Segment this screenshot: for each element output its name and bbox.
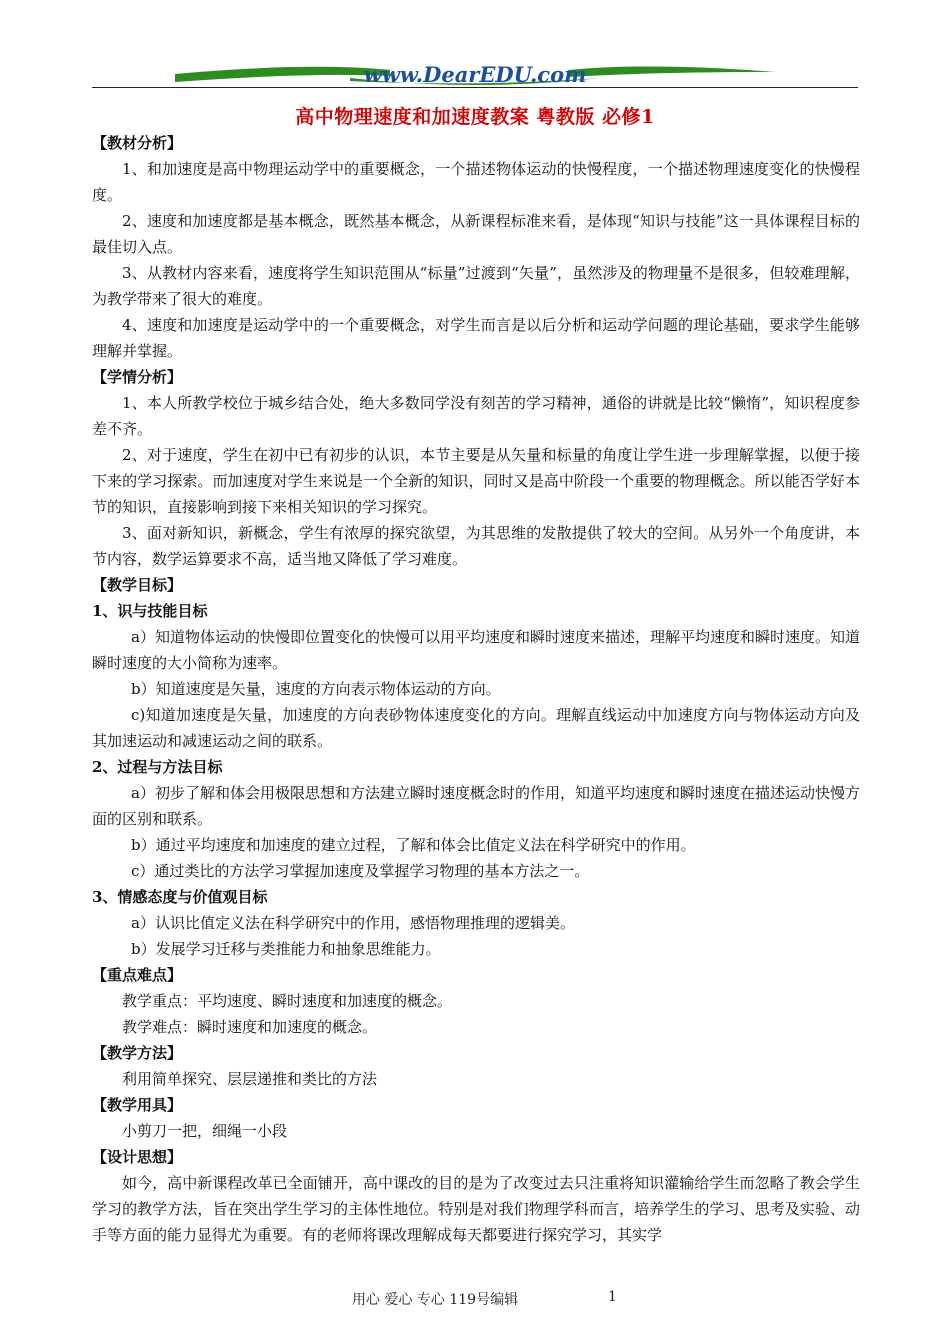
page-number: 1 [608,1289,617,1305]
logo-text: www.DearEDU.com [363,62,587,87]
goal-item: b）通过平均速度和加速度的建立过程，了解和体会比值定义法在科学研究中的作用。 [131,836,696,854]
subheading-process-method: 2、过程与方法目标 [92,758,223,776]
header-rule [92,87,858,88]
goal-item: a）知道物体运动的快慢即位置变化的快慢可以用平均速度和瞬时速度来描述，理解平均速度和瞬时速度。知道瞬时速度的大小简称为速率。 [92,628,860,672]
section-heading-teaching-tools: 【教学用具】 [92,1096,183,1114]
section-heading-teaching-method: 【教学方法】 [92,1044,183,1062]
paragraph: 3、面对新知识，新概念，学生有浓厚的探究欲望，为其思维的发散提供了较大的空间。从另外一个角度讲，本节内容，数学运算要求不高，适当地又降低了学习难度。 [92,524,860,568]
goal-item: c)知道加速度是矢量，加速度的方向表砂物体速度变化的方向。理解直线运动中加速度方向与物体运动方向及其加速运动和减速运动之间的联系。 [92,706,860,750]
section-heading-textbook-analysis: 【教材分析】 [92,134,183,152]
section-heading-design-idea: 【设计思想】 [92,1148,183,1166]
section-heading-teaching-goals: 【教学目标】 [92,576,183,594]
goal-item: b）发展学习迁移与类推能力和抽象思维能力。 [131,940,441,958]
section-heading-key-points: 【重点难点】 [92,966,183,984]
footer-text: 用心 爱心 专心 119号编辑 [352,1292,519,1308]
paragraph: 教学难点：瞬时速度和加速度的概念。 [122,1018,378,1036]
subheading-knowledge-skills: 1、识与技能目标 [92,602,208,620]
document-body [92,130,860,1248]
goal-item: b）知道速度是矢量，速度的方向表示物体运动的方向。 [131,680,501,698]
paragraph: 1、本人所教学校位于城乡结合处，绝大多数同学没有刻苦的学习精神，通俗的讲就是比较“懒惰”，知识程度参差不齐。 [92,394,860,438]
paragraph: 1、和加速度是高中物理运动学中的重要概念，一个描述物体运动的快慢程度，一个描述物理速度变化的快慢程度。 [92,160,860,204]
section-heading-student-analysis: 【学情分析】 [92,368,183,386]
paragraph: 4、速度和加速度是运动学中的一个重要概念，对学生而言是以后分析和运动学问题的理论基础，要求学生能够理解并掌握。 [92,316,860,360]
paragraph: 教学重点：平均速度、瞬时速度和加速度的概念。 [122,992,453,1010]
goal-item: a）初步了解和体会用极限思想和方法建立瞬时速度概念时的作用，知道平均速度和瞬时速度在描述运动快慢方面的区别和联系。 [92,784,860,828]
goal-item: c）通过类比的方法学习掌握加速度及掌握学习物理的基本方法之一。 [131,862,590,880]
dearedu-logo [170,60,780,94]
paragraph: 小剪刀一把，细绳一小段 [122,1122,288,1140]
paragraph: 2、速度和加速度都是基本概念，既然基本概念，从新课程标准来看，是体现“知识与技能”这一具体课程目标的最佳切入点。 [92,212,860,256]
paragraph: 2、对于速度，学生在初中已有初步的认识，本节主要是从矢量和标量的角度让学生进一步理解掌握，以便于接下来的学习探索。而加速度对学生来说是一个全新的知识，同时又是高中阶段一个重要的物理概念。所以能否学好本节的知识，直接影响到接下来相关知识的学习探究。 [92,446,860,516]
subheading-emotion-values: 3、情感态度与价值观目标 [92,888,268,906]
paragraph: 如今，高中新课程改革已全面铺开，高中课改的目的是为了改变过去只注重将知识灌输给学生而忽略了教会学生学习的教学方法，旨在突出学生学习的主体性地位。特别是对我们物理学科而言，培养学生的学习、思考及实验、动手等方面的能力显得尤为重要。有的老师将课改理解成每天都要进行探究学习，其实学 [92,1174,860,1244]
paragraph: 利用简单探究、层层递推和类比的方法 [122,1070,378,1088]
document-title: 高中物理速度和加速度教案 粤教版 必修1 [295,106,655,128]
paragraph: 3、从教材内容来看，速度将学生知识范围从“标量”过渡到“矢量”，虽然涉及的物理量不是很多，但较难理解，为教学带来了很大的难度。 [92,264,860,308]
goal-item: a）认识比值定义法在科学研究中的作用，感悟物理推理的逻辑美。 [131,914,575,932]
